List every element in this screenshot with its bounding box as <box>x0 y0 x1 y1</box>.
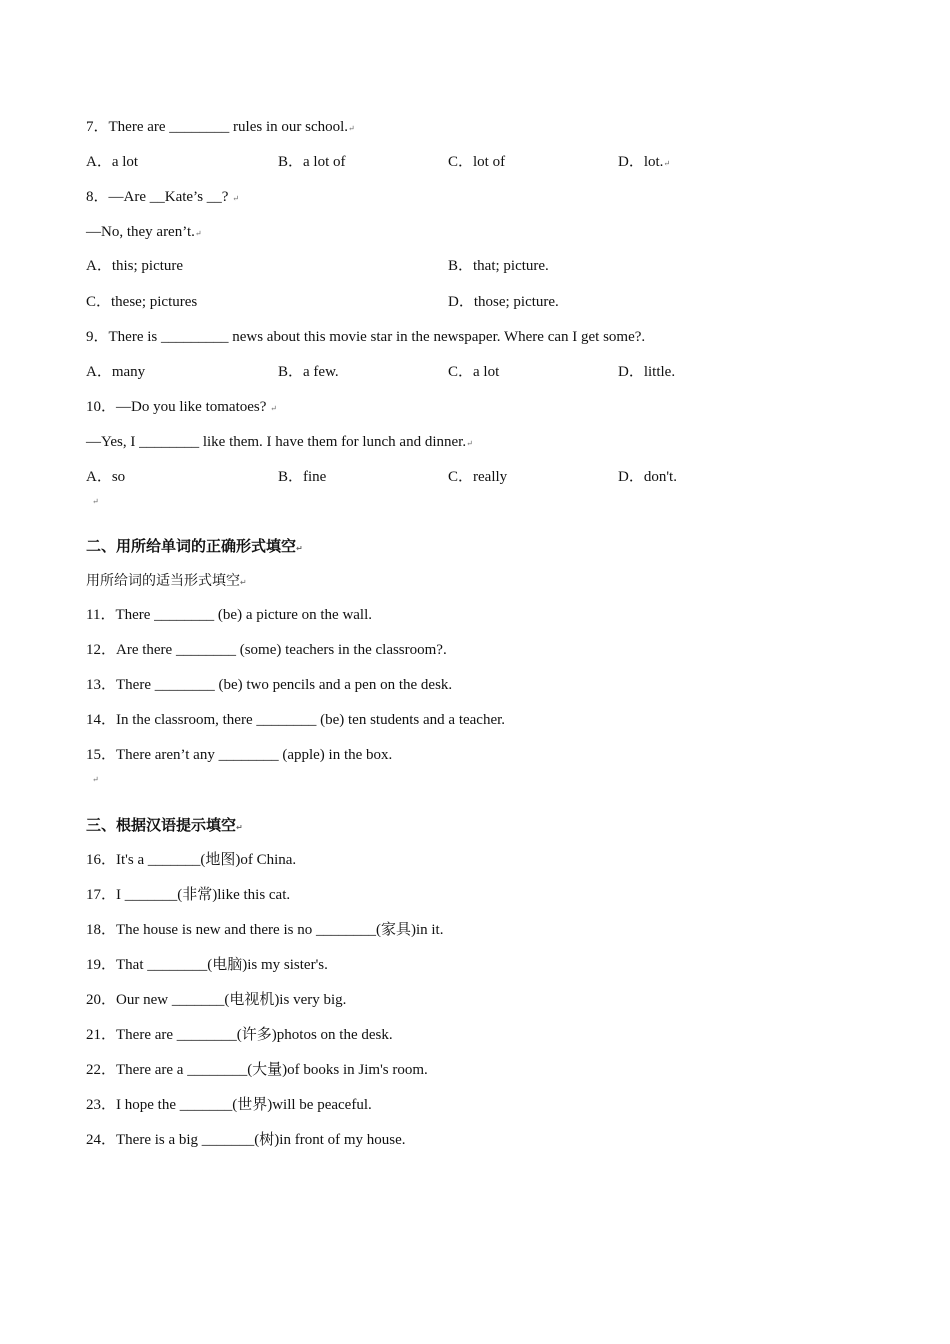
question-7-stem: 7．There are ________ rules in our school.↵ <box>86 119 355 135</box>
q7-option-d: D．lot.↵ <box>618 154 671 170</box>
q8-option-b: B．that; picture. <box>448 258 549 274</box>
paragraph-mark: ↵ <box>92 497 99 506</box>
section-2-item-11: 11．There ________ (be) a picture on the wall. <box>86 607 373 623</box>
question-9-stem: 9．There is _________ news about this movie star in the newspaper. Where can I get some?. <box>86 329 646 345</box>
section-2-item-13: 13．There ________ (be) two pencils and a pen on the desk. <box>86 677 453 693</box>
section-2-instruction: 用所给词的适当形式填空↵ <box>86 573 247 589</box>
q7-option-a: A．a lot <box>86 154 139 170</box>
q7-option-c: C．lot of <box>448 154 506 170</box>
section-2-item-14: 14．In the classroom, there ________ (be) ten students and a teacher. <box>86 712 506 728</box>
q9-option-a: A．many <box>86 364 146 380</box>
section-2-title: 二、用所给单词的正确形式填空↵ <box>86 537 303 555</box>
section-3-title: 三、根据汉语提示填空↵ <box>86 816 243 834</box>
section-3-item-18: 18．The house is new and there is no ________(家具)in it. <box>86 922 444 938</box>
section-3-item-20: 20．Our new _______(电视机)is very big. <box>86 992 347 1008</box>
q9-option-d: D．little. <box>618 364 676 380</box>
q10-option-a: A．so <box>86 469 126 485</box>
q10-option-c: C．really <box>448 469 508 485</box>
question-8-reply: —No, they aren’t.↵ <box>86 224 202 240</box>
q10-option-b: B．fine <box>278 469 327 485</box>
q7-option-b: B．a lot of <box>278 154 346 170</box>
section-3-item-21: 21．There are ________(许多)photos on the desk. <box>86 1027 393 1043</box>
section-2-item-15: 15．There aren’t any ________ (apple) in the box. <box>86 747 393 763</box>
question-8-stem: 8．—Are __Kate’s __? ↵ <box>86 189 239 205</box>
q10-option-d: D．don't. <box>618 469 677 485</box>
question-10-reply: —Yes, I ________ like them. I have them for lunch and dinner.↵ <box>86 434 473 450</box>
section-3-item-19: 19．That ________(电脑)is my sister's. <box>86 957 328 973</box>
section-3-item-17: 17．I _______(非常)like this cat. <box>86 887 291 903</box>
section-3-item-22: 22．There are a ________(大量)of books in Jim's room. <box>86 1062 428 1078</box>
paragraph-mark: ↵ <box>92 775 99 784</box>
section-3-item-23: 23．I hope the _______(世界)will be peaceful. <box>86 1097 372 1113</box>
q8-option-a: A．this; picture <box>86 258 184 274</box>
q9-option-c: C．a lot <box>448 364 500 380</box>
q8-option-d: D．those; picture. <box>448 294 559 310</box>
section-3-item-16: 16．It's a _______(地图)of China. <box>86 852 297 868</box>
section-3-item-24: 24．There is a big _______(树)in front of my house. <box>86 1132 406 1148</box>
question-10-stem: 10．—Do you like tomatoes? ↵ <box>86 399 277 415</box>
q8-option-c: C．these; pictures <box>86 294 198 310</box>
q9-option-b: B．a few. <box>278 364 339 380</box>
section-2-item-12: 12．Are there ________ (some) teachers in the classroom?. <box>86 642 447 658</box>
